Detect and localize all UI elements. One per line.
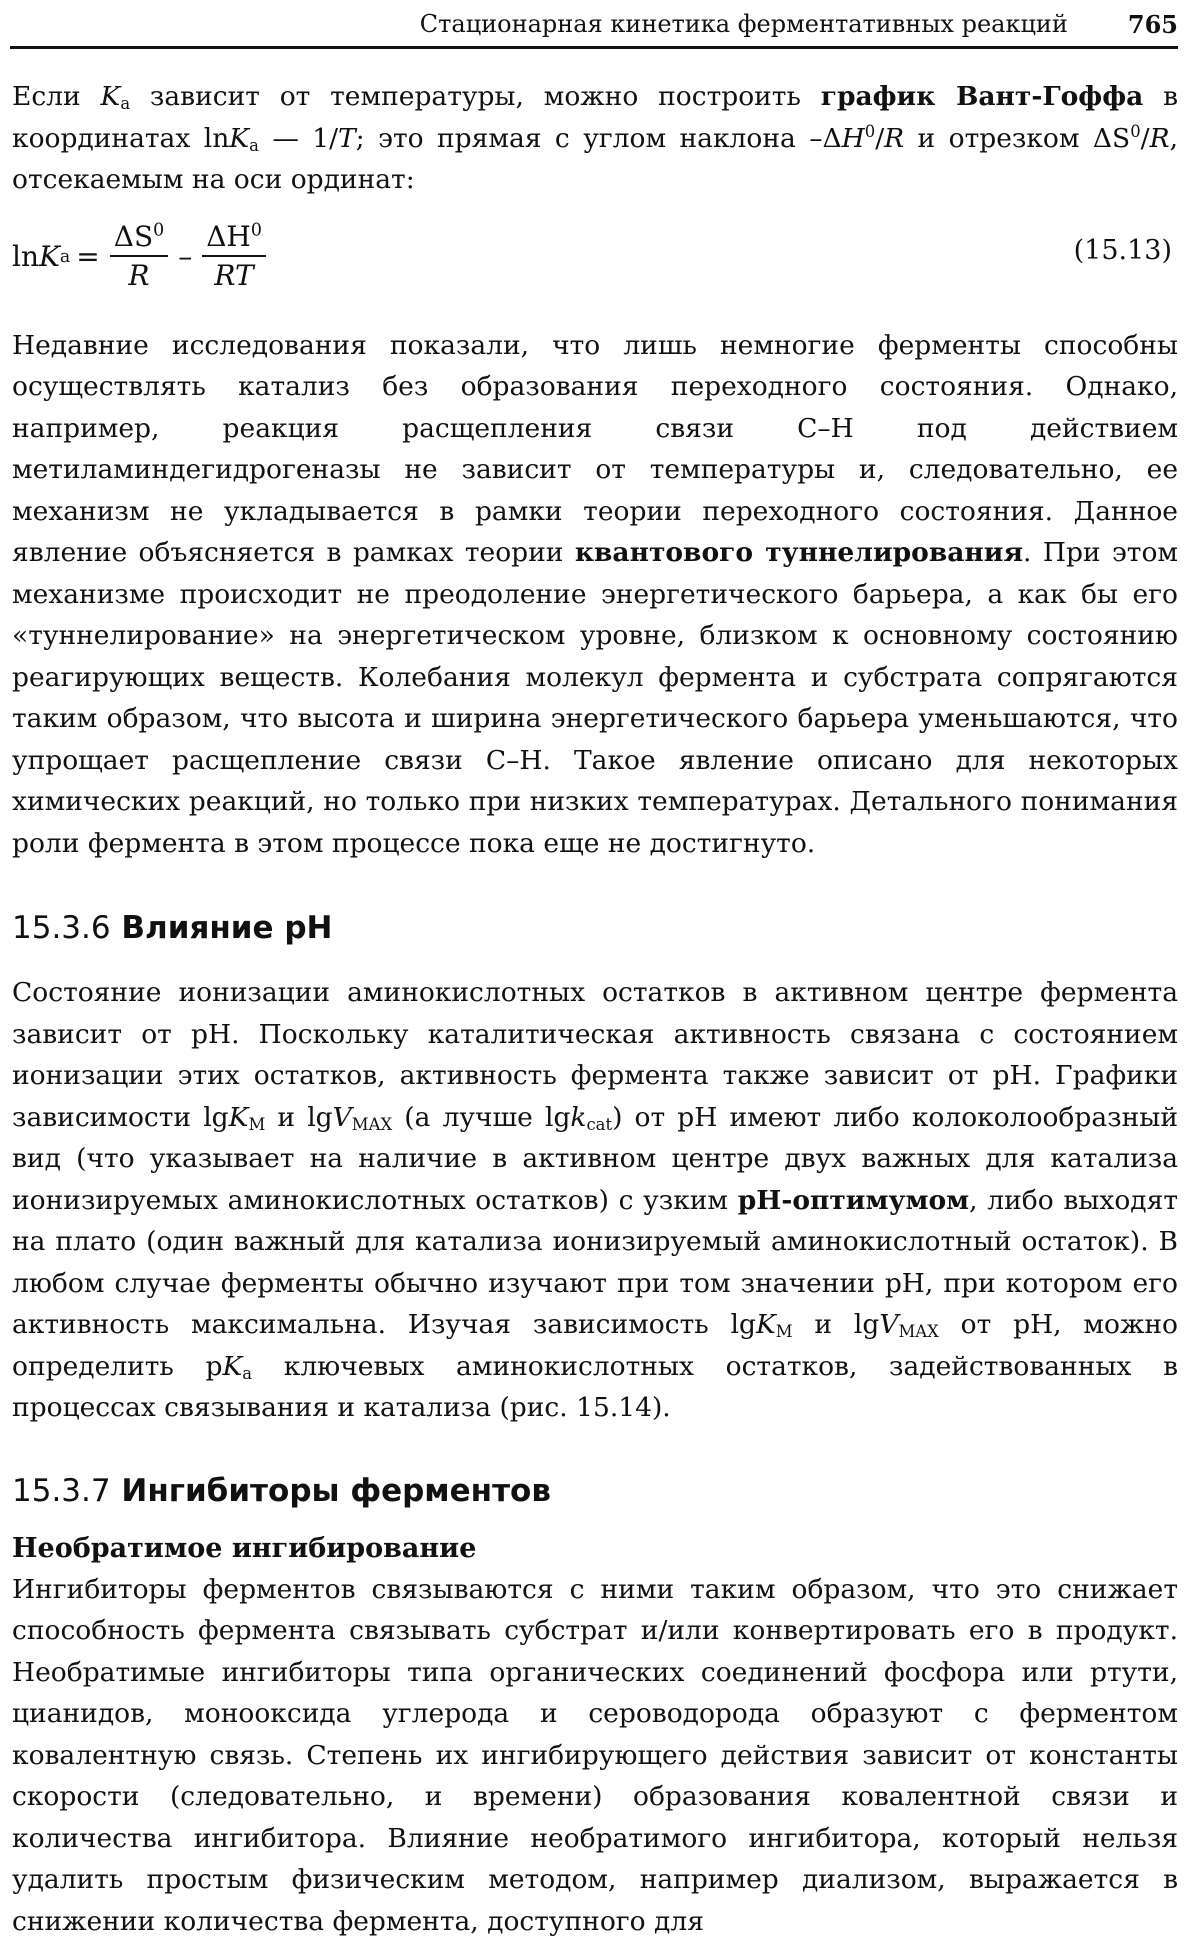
subscript-cat: cat (586, 1114, 613, 1134)
section-heading-ph (12, 910, 1178, 946)
superscript-zero: 0 (153, 220, 165, 241)
subscript-a: a (120, 94, 131, 114)
symbol-t: T (338, 122, 356, 154)
text-run: (а лучше lg (392, 1101, 571, 1133)
eq-k: K (39, 240, 60, 273)
text-run: зависит от температуры, можно построить (130, 81, 821, 112)
section-title: Ингибиторы ферментов (121, 1472, 551, 1509)
text-run: . При этом механизме происходит не преодоление энергетического барьера, а как бы его «туннелирование» на энергетическом уровне, близком к основному состоянию реагирующих веществ. Колебания молекул фермента и субстрата сопрягаются таким образом, что высота и ширина энергетического барьера уменьшаются, что упрощает расщепление связи С–Н. Такое явление описано для некоторых химических реакций, но только при низких температурах. Детального понимания роли фермента в этом процессе пока еще не достигнуто. (12, 537, 1179, 859)
inhibitors-paragraph: Ингибиторы ферментов связываются с ними таким образом, что это снижает способность фермента связывать субстрат и/или конвертировать его в продукт. Необратимые ингибиторы типа органических соединений фосфора или ртути, цианидов, монооксида углерода и сероводорода образуют с ферментом ковалентную связь. Степень их ингибирующего действия зависит от константы скорости (следовательно, и времени) образования ковалентной связи и количества ингибитора. Влияние необратимого ингибитора, который нельзя удалить простым физическим методом, например диализом, выражается в снижении количества фермента, доступного для (12, 1573, 1178, 1937)
text-run: ) от рН имеют либо колоколообразный вид (что указывает на наличие в активном центре двух важных для катализа ионизируемых аминокислотных остатков) с узким (12, 1101, 1179, 1216)
symbol-h: H (841, 122, 865, 154)
text-run: , либо выходят на плато (один важный для катализа ионизируемый аминокислотный остаток). В любом случае ферменты обычно изучают при том значении рН, при котором его активность максимальна. Изучая зависимость lg (12, 1184, 1178, 1340)
symbol-v: V (879, 1309, 899, 1340)
symbol-r: R (1149, 122, 1170, 154)
subscript-max: MAX (351, 1114, 393, 1134)
symbol-k: K (228, 1101, 249, 1133)
superscript-zero: 0 (1130, 121, 1141, 141)
subscript-max: MAX (898, 1322, 939, 1342)
eq-fraction-entropy (110, 219, 168, 295)
text-run: Если (12, 81, 101, 112)
page-number: 765 (1127, 9, 1178, 39)
eq-numerator-text: ΔH (206, 219, 251, 253)
eq-fraction-denominator: RT (214, 258, 254, 292)
equation-15-13 (12, 215, 1178, 299)
text-run: от рН, можно определить р (12, 1309, 1178, 1382)
superscript-zero: 0 (864, 121, 876, 141)
section-number: 15.3.6 (12, 910, 111, 946)
text-run: ключевых аминокислотных остатков, задействованных в процессах связывания и катализа (рис. 15.14). (12, 1350, 1179, 1423)
running-header (10, 2, 1178, 49)
text-run: Недавние исследования показали, что лишь немногие ферменты способны осуществлять катализ без образования переходного состояния. Однако, например, реакция расщепления связи С–Н под действием метиламиндегидрогеназы не зависит от температуры и, следовательно, ее механизм не укладывается в рамки теории переходного состояния. Данное явление объясняется в рамках теории (12, 329, 1178, 568)
symbol-v: V (332, 1101, 352, 1133)
subscript-m: M (775, 1322, 793, 1342)
eq-fraction-numerator (202, 219, 266, 257)
eq-fraction-numerator (110, 219, 168, 257)
section-heading-inhibitors (12, 1473, 1178, 1509)
eq-equals: = (76, 240, 100, 273)
symbol-k: K (222, 1350, 243, 1382)
text-run: / (1140, 122, 1150, 154)
eq-ln: ln (12, 240, 39, 273)
tunneling-paragraph (12, 325, 1178, 865)
page-content (12, 76, 1178, 1942)
subscript-a: a (242, 1363, 253, 1383)
text-run: Состояние ионизации аминокислотных остатков в активном центре фермента зависит от рН. Поскольку каталитическая активность связана с состоянием ионизации этих остатков, активность фермента также зависит от рН. Графики зависимости lg (12, 977, 1178, 1133)
subheading-irreversible-inhibition: Необратимое ингибирование (12, 1532, 477, 1564)
term-ph-optimum: рН-оптимумом (737, 1184, 970, 1216)
text-run: в координатах ln (12, 81, 1179, 154)
section-number: 15.3.7 (12, 1472, 111, 1509)
eq-fraction-denominator: R (128, 258, 150, 292)
symbol-k-cat: k (570, 1101, 587, 1133)
symbol-k: K (100, 81, 121, 112)
text-run: и lg (265, 1101, 333, 1133)
vant-hoff-paragraph (12, 76, 1178, 201)
symbol-k: K (229, 122, 250, 154)
header-title: Стационарная кинетика ферментативных реакций (419, 10, 1068, 38)
section-title: Влияние pH (121, 910, 333, 946)
text-run: и отрезком ΔS (904, 122, 1131, 154)
superscript-zero: 0 (250, 220, 262, 241)
text-run: / (875, 122, 885, 154)
symbol-r: R (884, 122, 905, 154)
term-quantum-tunneling: квантового туннелирования (574, 537, 1024, 568)
equation-body: ln K a = $\frac{\Delta S^0}{R}$ – $\frac{\Delta H^0}{RT}$ (12, 215, 276, 299)
eq-fraction-enthalpy (202, 219, 266, 295)
subscript-a: a (249, 135, 259, 155)
text-run: , отсекаемым на оси ординат: (12, 122, 1178, 195)
subscript-m: M (248, 1114, 266, 1134)
eq-minus: – (178, 240, 193, 273)
ph-paragraph (12, 972, 1178, 1429)
eq-numerator-text: ΔS (113, 219, 154, 253)
symbol-k: K (755, 1309, 776, 1340)
text-run: и lg (792, 1309, 880, 1340)
text-run: — 1/ (258, 122, 339, 154)
text-run: ; это прямая с углом наклона –Δ (355, 122, 842, 154)
term-vant-hoff-plot: график Вант-Гоффа (820, 81, 1144, 112)
equation-number: (15.13) (1073, 234, 1172, 266)
